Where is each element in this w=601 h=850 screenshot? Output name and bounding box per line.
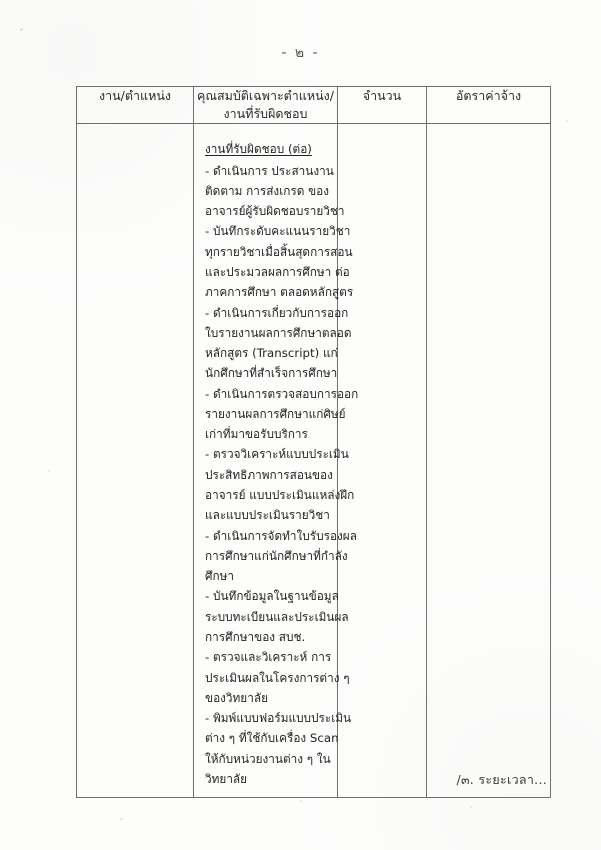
column-header-wage-rate: อัตราค่าจ้าง: [427, 87, 551, 124]
responsibility-line: อาจารย์ แบบประเมินแหล่งฝึก: [205, 488, 355, 503]
responsibility-line: เก่าที่มาขอรับบริการ: [205, 427, 308, 442]
responsibility-line: หลักสูตร (Transcript) แก่: [205, 346, 338, 361]
cell-quantity: [338, 124, 427, 798]
column-header-position: งาน/ตำแหน่ง: [77, 87, 194, 124]
responsibility-line: วิทยาลัย: [205, 771, 248, 786]
responsibility-line: อาจารย์ผู้รับผิดชอบรายวิชา: [205, 204, 345, 219]
scan-speck: [48, 470, 50, 472]
responsibilities-heading: งานที่รับผิดชอบ (ต่อ): [205, 142, 312, 157]
scan-speck: [120, 818, 123, 820]
cell-wage-rate: [427, 124, 551, 798]
table-header-row: [77, 87, 551, 124]
responsibility-line: และแบบประเมินรายวิชา: [205, 508, 330, 523]
table-row: [77, 124, 551, 798]
responsibility-line: - พิมพ์แบบฟอร์มแบบประเมิน: [205, 711, 352, 726]
responsibility-line: - ดำเนินการจัดทำใบรับรองผล: [205, 528, 357, 543]
footer-continuation-note: /๓. ระยะเวลา...: [456, 772, 547, 787]
scan-speck: [566, 120, 568, 122]
responsibility-line: ติดตาม การส่งเกรด ของ: [205, 183, 330, 198]
responsibility-line: - ดำเนินการตรวจสอบการออก: [205, 386, 359, 401]
responsibility-line: ภาคการศึกษา ตลอดหลักสูตร: [205, 285, 354, 300]
column-header-qualifications: คุณสมบัติเฉพาะตำแหน่ง/ งานที่รับผิดชอบ: [194, 87, 338, 124]
responsibility-line: - บันทึกระดับคะแนนรายวิชา: [205, 224, 351, 239]
scan-speck: [300, 800, 302, 802]
responsibilities-list: [194, 124, 359, 797]
responsibility-line: - บันทึกข้อมูลในฐานข้อมูล: [205, 589, 339, 604]
responsibility-line: ระบบทะเบียนและประเมินผล: [205, 609, 349, 624]
responsibility-line: การศึกษาของ สบช.: [205, 630, 306, 644]
responsibility-line: ศึกษา: [205, 569, 235, 584]
responsibilities-table: [76, 86, 551, 798]
responsibility-line: ให้กับหน่วยงานต่าง ๆ ใน: [205, 751, 331, 766]
responsibility-line: ทุกรายวิชาเมื่อสิ้นสุดการสอน: [205, 244, 353, 259]
page-number: - ๒ -: [281, 45, 320, 61]
scan-speck: [20, 28, 23, 31]
responsibility-line: ใบรายงานผลการศึกษาตลอด: [205, 325, 352, 340]
column-header-quantity: จำนวน: [338, 87, 427, 124]
responsibility-line: - ดำเนินการเกี่ยวกับการออก: [205, 305, 349, 320]
cell-position: [77, 124, 194, 798]
responsibility-line: - ตรวจและวิเคราะห์ การ: [205, 650, 332, 665]
responsibility-line: การศึกษาแก่นักศึกษาที่กำลัง: [205, 548, 348, 563]
responsibility-line: ประสิทธิภาพการสอนของ: [205, 467, 333, 482]
responsibility-line: - ดำเนินการ ประสานงาน: [205, 163, 334, 178]
responsibility-line: ต่าง ๆ ที่ใช้กับเครื่อง Scan: [205, 731, 339, 746]
cell-responsibilities: [194, 124, 359, 798]
responsibility-line: ของวิทยาลัย: [205, 690, 268, 705]
responsibility-line: นักศึกษาที่สำเร็จการศึกษา: [205, 366, 338, 381]
responsibility-line: และประมวลผลการศึกษา ต่อ: [205, 264, 350, 279]
responsibility-line: - ตรวจวิเคราะห์แบบประเมิน: [205, 447, 349, 462]
scan-speck: [470, 806, 472, 808]
responsibility-line: รายงานผลการศึกษาแก่ศิษย์: [205, 406, 346, 421]
responsibility-line: ประเมินผลในโครงการต่าง ๆ: [205, 670, 350, 685]
